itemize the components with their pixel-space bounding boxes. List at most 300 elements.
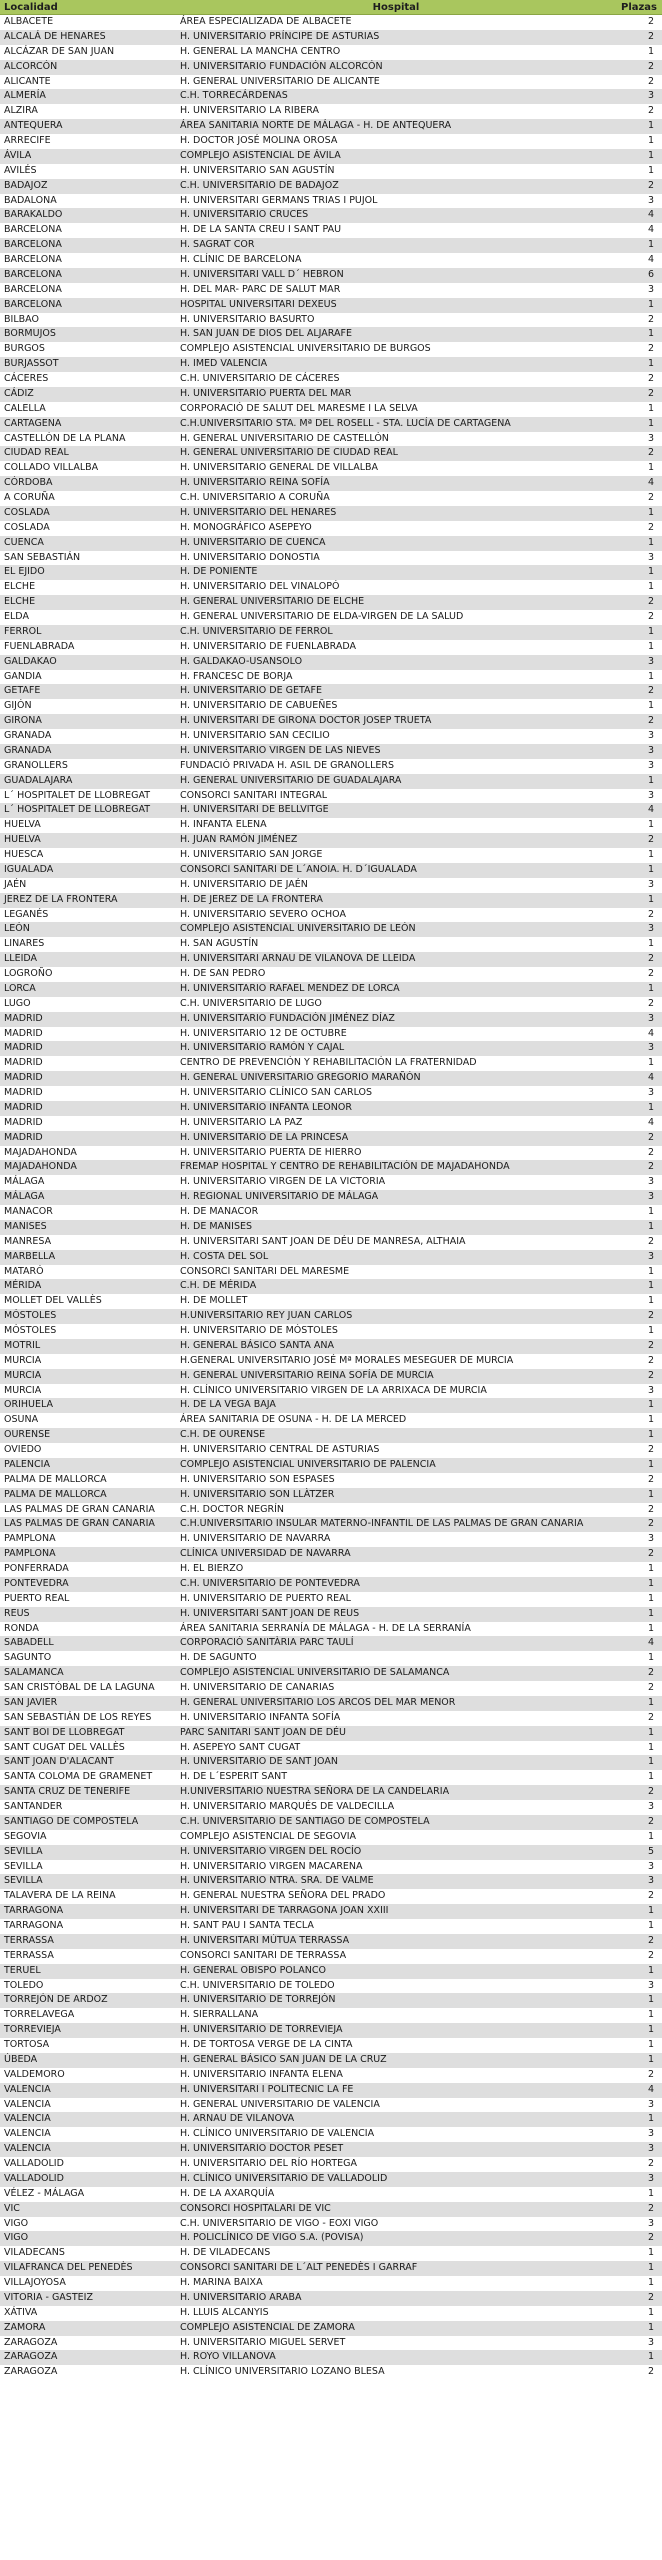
table-row <box>0 2127 662 2142</box>
cell-localidad: MADRID <box>0 1086 176 1101</box>
cell-plazas: 2 <box>616 1517 662 1532</box>
cell-plazas: 4 <box>616 208 662 223</box>
cell-localidad: BADALONA <box>0 194 176 209</box>
cell-localidad: LUGO <box>0 997 176 1012</box>
cell-localidad: OURENSE <box>0 1428 176 1443</box>
cell-hospital: H. UNIVERSITARIO FUNDACIÓN ALCORCÓN <box>176 60 616 75</box>
table-row <box>0 1473 662 1488</box>
cell-hospital: H. DE VILADECANS <box>176 2246 616 2261</box>
table-row <box>0 2008 662 2023</box>
cell-hospital: H. DE PONIENTE <box>176 565 616 580</box>
cell-localidad: ALCORCÓN <box>0 60 176 75</box>
cell-localidad: TARRAGONA <box>0 1904 176 1919</box>
cell-localidad: SANTA CRUZ DE TENERIFE <box>0 1785 176 1800</box>
cell-plazas: 3 <box>616 1012 662 1027</box>
cell-hospital: H. DE LA VEGA BAJA <box>176 1398 616 1413</box>
cell-plazas: 1 <box>616 1398 662 1413</box>
cell-localidad: ALICANTE <box>0 75 176 90</box>
cell-localidad: MURCIA <box>0 1354 176 1369</box>
cell-localidad: BARCELONA <box>0 298 176 313</box>
cell-localidad: VIGO <box>0 2231 176 2246</box>
cell-plazas: 2 <box>616 179 662 194</box>
cell-plazas: 2 <box>616 1309 662 1324</box>
table-row <box>0 684 662 699</box>
cell-plazas: 1 <box>616 1770 662 1785</box>
cell-localidad: BURGOS <box>0 342 176 357</box>
cell-localidad: LEGANÉS <box>0 908 176 923</box>
cell-hospital: H. MARINA BAIXA <box>176 2276 616 2291</box>
cell-plazas: 1 <box>616 2261 662 2276</box>
table-row <box>0 45 662 60</box>
cell-plazas: 2 <box>616 1339 662 1354</box>
cell-plazas: 4 <box>616 1027 662 1042</box>
cell-localidad: PAMPLONA <box>0 1547 176 1562</box>
cell-plazas: 1 <box>616 565 662 580</box>
cell-hospital: H. UNIVERSITARIO DONOSTIA <box>176 551 616 566</box>
cell-localidad: VILLAJOYOSA <box>0 2276 176 2291</box>
table-row <box>0 119 662 134</box>
table-row <box>0 1532 662 1547</box>
cell-localidad: CUENCA <box>0 536 176 551</box>
table-row <box>0 1056 662 1071</box>
cell-localidad: JAÉN <box>0 878 176 893</box>
cell-localidad: VALENCIA <box>0 2112 176 2127</box>
cell-plazas: 3 <box>616 1874 662 1889</box>
cell-plazas: 1 <box>616 2053 662 2068</box>
cell-hospital: H. DE SAN PEDRO <box>176 967 616 982</box>
cell-hospital: H.UNIVERSITARIO REY JUAN CARLOS <box>176 1309 616 1324</box>
cell-plazas: 1 <box>616 2306 662 2321</box>
cell-localidad: IGUALADA <box>0 863 176 878</box>
cell-localidad: BARAKALDO <box>0 208 176 223</box>
table-row <box>0 1354 662 1369</box>
cell-plazas: 3 <box>616 744 662 759</box>
cell-plazas: 1 <box>616 1324 662 1339</box>
cell-plazas: 1 <box>616 238 662 253</box>
cell-plazas: 1 <box>616 863 662 878</box>
cell-localidad: GRANADA <box>0 729 176 744</box>
cell-localidad: GANDIA <box>0 670 176 685</box>
cell-plazas: 2 <box>616 1369 662 1384</box>
cell-hospital: H. GENERAL OBISPO POLANCO <box>176 1964 616 1979</box>
cell-hospital: H. COSTA DEL SOL <box>176 1250 616 1265</box>
cell-localidad: MÉRIDA <box>0 1279 176 1294</box>
cell-hospital: H. UNIVERSITARIO CLÍNICO SAN CARLOS <box>176 1086 616 1101</box>
cell-hospital: C.H. UNIVERSITARIO DE BADAJOZ <box>176 179 616 194</box>
cell-plazas: 1 <box>616 1741 662 1756</box>
cell-localidad: SAN CRISTÓBAL DE LA LAGUNA <box>0 1681 176 1696</box>
table-row <box>0 1770 662 1785</box>
table-row <box>0 1309 662 1324</box>
cell-hospital: C.H. UNIVERSITARIO DE VIGO - EOXI VIGO <box>176 2217 616 2232</box>
table-row <box>0 2306 662 2321</box>
table-header <box>0 0 662 15</box>
cell-hospital: CORPORACIÓ DE SALUT DEL MARESME I LA SELVA <box>176 402 616 417</box>
cell-hospital: H. IMED VALENCIA <box>176 357 616 372</box>
cell-plazas: 1 <box>616 580 662 595</box>
table-row <box>0 60 662 75</box>
cell-hospital: H. MONOGRÁFICO ASEPEYO <box>176 521 616 536</box>
cell-hospital: FREMAP HOSPITAL Y CENTRO DE REHABILITACIÓN DE MAJADAHONDA <box>176 1160 616 1175</box>
cell-localidad: TERRASSA <box>0 1949 176 1964</box>
table-row <box>0 506 662 521</box>
table-row <box>0 774 662 789</box>
column-header-localidad: Localidad <box>0 0 176 15</box>
cell-hospital: H. GENERAL UNIVERSITARIO LOS ARCOS DEL MAR MENOR <box>176 1696 616 1711</box>
table-row <box>0 253 662 268</box>
cell-plazas: 1 <box>616 417 662 432</box>
cell-hospital: COMPLEJO ASISTENCIAL DE ÁVILA <box>176 149 616 164</box>
cell-hospital: H. FRANCESC DE BORJA <box>176 670 616 685</box>
cell-plazas: 2 <box>616 342 662 357</box>
table-row <box>0 15 662 30</box>
cell-plazas: 3 <box>616 1979 662 1994</box>
cell-plazas: 1 <box>616 982 662 997</box>
cell-plazas: 4 <box>616 1116 662 1131</box>
table-row <box>0 2172 662 2187</box>
cell-localidad: SANT JOAN D'ALACANT <box>0 1755 176 1770</box>
cell-plazas: 1 <box>616 2276 662 2291</box>
cell-hospital: H. GENERAL UNIVERSITARIO GREGORIO MARAÑÓN <box>176 1071 616 1086</box>
cell-hospital: C.H. UNIVERSITARIO DE LUGO <box>176 997 616 1012</box>
cell-plazas: 2 <box>616 2365 662 2380</box>
cell-hospital: CONSORCI SANITARI INTEGRAL <box>176 789 616 804</box>
cell-localidad: SAN SEBASTIÁN <box>0 551 176 566</box>
cell-localidad: BARCELONA <box>0 223 176 238</box>
cell-localidad: MANISES <box>0 1220 176 1235</box>
cell-localidad: TORRELAVEGA <box>0 2008 176 2023</box>
cell-plazas: 2 <box>616 610 662 625</box>
table-row <box>0 2038 662 2053</box>
table-row <box>0 164 662 179</box>
table-row <box>0 729 662 744</box>
cell-hospital: H. SAGRAT COR <box>176 238 616 253</box>
table-row <box>0 1369 662 1384</box>
cell-localidad: BARCELONA <box>0 238 176 253</box>
table-row <box>0 2098 662 2113</box>
cell-localidad: GALDAKAO <box>0 655 176 670</box>
cell-plazas: 2 <box>616 714 662 729</box>
cell-plazas: 2 <box>616 521 662 536</box>
table-row <box>0 580 662 595</box>
table-row <box>0 2217 662 2232</box>
table-row <box>0 1815 662 1830</box>
cell-localidad: MAJADAHONDA <box>0 1160 176 1175</box>
table-row <box>0 2350 662 2365</box>
cell-plazas: 1 <box>616 1265 662 1280</box>
cell-hospital: H. UNIVERSITARIO DE CABUEÑES <box>176 699 616 714</box>
cell-hospital: H. GENERAL UNIVERSITARIO DE ALICANTE <box>176 75 616 90</box>
table-row <box>0 1235 662 1250</box>
table-row <box>0 2142 662 2157</box>
cell-plazas: 3 <box>616 1860 662 1875</box>
cell-hospital: H. EL BIERZO <box>176 1562 616 1577</box>
cell-plazas: 2 <box>616 952 662 967</box>
cell-localidad: MÓSTOLES <box>0 1309 176 1324</box>
cell-localidad: CALELLA <box>0 402 176 417</box>
cell-localidad: TALAVERA DE LA REINA <box>0 1889 176 1904</box>
cell-localidad: PALMA DE MALLORCA <box>0 1488 176 1503</box>
cell-plazas: 2 <box>616 372 662 387</box>
cell-localidad: GUADALAJARA <box>0 774 176 789</box>
table-row <box>0 1265 662 1280</box>
table-row <box>0 1800 662 1815</box>
cell-localidad: EL EJIDO <box>0 565 176 580</box>
cell-localidad: MAJADAHONDA <box>0 1146 176 1161</box>
cell-localidad: VALENCIA <box>0 2127 176 2142</box>
cell-hospital: H. UNIVERSITARI DE TARRAGONA JOAN XXIII <box>176 1904 616 1919</box>
cell-hospital: H. UNIVERSITARIO RAFAEL MENDEZ DE LORCA <box>176 982 616 997</box>
cell-hospital: C.H.UNIVERSITARIO INSULAR MATERNO-INFANTIL DE LAS PALMAS DE GRAN CANARIA <box>176 1517 616 1532</box>
cell-plazas: 2 <box>616 2202 662 2217</box>
cell-localidad: MURCIA <box>0 1369 176 1384</box>
cell-plazas: 1 <box>616 1101 662 1116</box>
cell-hospital: H. UNIVERSITARIO NTRA. SRA. DE VALME <box>176 1874 616 1889</box>
cell-plazas: 3 <box>616 1800 662 1815</box>
cell-plazas: 2 <box>616 1503 662 1518</box>
cell-plazas: 1 <box>616 327 662 342</box>
table-row <box>0 1458 662 1473</box>
cell-localidad: BILBAO <box>0 313 176 328</box>
cell-localidad: LLEIDA <box>0 952 176 967</box>
table-row <box>0 2261 662 2276</box>
cell-localidad: COSLADA <box>0 506 176 521</box>
cell-hospital: H. UNIVERSITARIO VIRGEN DE LAS NIEVES <box>176 744 616 759</box>
cell-plazas: 3 <box>616 2127 662 2142</box>
cell-hospital: C.H. UNIVERSITARIO A CORUÑA <box>176 491 616 506</box>
cell-plazas: 1 <box>616 774 662 789</box>
cell-localidad: HUELVA <box>0 833 176 848</box>
cell-localidad: TORREVIEJA <box>0 2023 176 2038</box>
cell-plazas: 1 <box>616 670 662 685</box>
table-row <box>0 402 662 417</box>
cell-plazas: 2 <box>616 1443 662 1458</box>
table-row <box>0 1443 662 1458</box>
cell-localidad: TORTOSA <box>0 2038 176 2053</box>
table-row <box>0 2246 662 2261</box>
table-row <box>0 2023 662 2038</box>
cell-plazas: 1 <box>616 119 662 134</box>
cell-hospital: H. UNIVERSITARIO DEL RÍO HORTEGA <box>176 2157 616 2172</box>
table-row <box>0 1428 662 1443</box>
cell-hospital: COMPLEJO ASISTENCIAL UNIVERSITARIO DE SALAMANCA <box>176 1666 616 1681</box>
cell-localidad: SANT CUGAT DEL VALLÈS <box>0 1741 176 1756</box>
table-row <box>0 1517 662 1532</box>
cell-plazas: 1 <box>616 2321 662 2336</box>
cell-plazas: 1 <box>616 2246 662 2261</box>
cell-localidad: VALENCIA <box>0 2098 176 2113</box>
cell-plazas: 1 <box>616 1205 662 1220</box>
table-row <box>0 1294 662 1309</box>
table-row <box>0 521 662 536</box>
cell-hospital: H. UNIVERSITARIO SEVERO OCHOA <box>176 908 616 923</box>
table-row <box>0 952 662 967</box>
cell-plazas: 2 <box>616 1666 662 1681</box>
cell-plazas: 1 <box>616 1413 662 1428</box>
table-row <box>0 2276 662 2291</box>
table-row <box>0 982 662 997</box>
cell-hospital: H. SIERRALLANA <box>176 2008 616 2023</box>
cell-plazas: 1 <box>616 1830 662 1845</box>
table-row <box>0 1889 662 1904</box>
cell-hospital: C.H. UNIVERSITARIO DE SANTIAGO DE COMPOSTELA <box>176 1815 616 1830</box>
cell-localidad: ELCHE <box>0 580 176 595</box>
cell-hospital: CORPORACIÓ SANITÀRIA PARC TAULÍ <box>176 1636 616 1651</box>
cell-plazas: 2 <box>616 2291 662 2306</box>
table-row <box>0 1339 662 1354</box>
cell-hospital: H. SAN AGUSTÍN <box>176 937 616 952</box>
table-row <box>0 313 662 328</box>
cell-hospital: H. DOCTOR JOSÉ MOLINA OROSA <box>176 134 616 149</box>
cell-localidad: CÁDIZ <box>0 387 176 402</box>
cell-localidad: SAGUNTO <box>0 1651 176 1666</box>
cell-localidad: CARTAGENA <box>0 417 176 432</box>
cell-hospital: H. UNIVERSITARIO VIRGEN MACARENA <box>176 1860 616 1875</box>
cell-hospital: H. ARNAU DE VILANOVA <box>176 2112 616 2127</box>
cell-localidad: ÚBEDA <box>0 2053 176 2068</box>
cell-localidad: TORREJÓN DE ARDOZ <box>0 1993 176 2008</box>
cell-plazas: 3 <box>616 432 662 447</box>
table-row <box>0 565 662 580</box>
cell-hospital: H. GENERAL UNIVERSITARIO REINA SOFÍA DE MURCIA <box>176 1369 616 1384</box>
table-row <box>0 803 662 818</box>
table-row <box>0 1547 662 1562</box>
cell-hospital: H. UNIVERSITARIO MARQUÉS DE VALDECILLA <box>176 1800 616 1815</box>
cell-plazas: 3 <box>616 1384 662 1399</box>
cell-hospital: H. CLÍNICO UNIVERSITARIO VIRGEN DE LA ARRIXACA DE MURCIA <box>176 1384 616 1399</box>
table-row <box>0 283 662 298</box>
cell-localidad: MANRESA <box>0 1235 176 1250</box>
cell-plazas: 1 <box>616 2038 662 2053</box>
table-row <box>0 1860 662 1875</box>
cell-plazas: 2 <box>616 15 662 30</box>
cell-hospital: H. GENERAL UNIVERSITARIO DE GUADALAJARA <box>176 774 616 789</box>
cell-hospital: H. UNIVERSITARIO PUERTA DE HIERRO <box>176 1146 616 1161</box>
cell-plazas: 2 <box>616 1785 662 1800</box>
cell-hospital: H. UNIVERSITARIO DE PUERTO REAL <box>176 1592 616 1607</box>
table-row <box>0 595 662 610</box>
table-row <box>0 759 662 774</box>
cell-hospital: H. UNIVERSITARI ARNAU DE VILANOVA DE LLEIDA <box>176 952 616 967</box>
cell-plazas: 2 <box>616 2157 662 2172</box>
cell-hospital: FUNDACIÓ PRIVADA H. ASIL DE GRANOLLERS <box>176 759 616 774</box>
cell-plazas: 3 <box>616 759 662 774</box>
cell-hospital: H. UNIVERSITARI MÚTUA TERRASSA <box>176 1934 616 1949</box>
cell-plazas: 1 <box>616 1607 662 1622</box>
cell-hospital: H. UNIVERSITARIO DE TORREVIEJA <box>176 2023 616 2038</box>
cell-localidad: OSUNA <box>0 1413 176 1428</box>
table-row <box>0 1488 662 1503</box>
cell-localidad: GRANADA <box>0 744 176 759</box>
cell-hospital: H. CLÍNICO UNIVERSITARIO DE VALLADOLID <box>176 2172 616 2187</box>
cell-localidad: GIRONA <box>0 714 176 729</box>
cell-plazas: 2 <box>616 491 662 506</box>
cell-plazas: 1 <box>616 164 662 179</box>
table-row <box>0 1904 662 1919</box>
table-row <box>0 551 662 566</box>
cell-hospital: H. UNIVERSITARIO SAN JORGE <box>176 848 616 863</box>
table-row <box>0 1874 662 1889</box>
table-row <box>0 1131 662 1146</box>
cell-hospital: H. UNIVERSITARIO INFANTA SOFÍA <box>176 1711 616 1726</box>
table-row <box>0 1384 662 1399</box>
cell-plazas: 3 <box>616 878 662 893</box>
cell-hospital: COMPLEJO ASISTENCIAL UNIVERSITARIO DE BURGOS <box>176 342 616 357</box>
table-row <box>0 1027 662 1042</box>
cell-plazas: 1 <box>616 1294 662 1309</box>
table-row <box>0 2231 662 2246</box>
cell-plazas: 3 <box>616 1041 662 1056</box>
cell-localidad: A CORUÑA <box>0 491 176 506</box>
table-row <box>0 2112 662 2127</box>
table-row <box>0 2365 662 2380</box>
cell-hospital: H. GENERAL UNIVERSITARIO DE VALENCIA <box>176 2098 616 2113</box>
cell-localidad: ANTEQUERA <box>0 119 176 134</box>
table-row <box>0 357 662 372</box>
cell-hospital: H. UNIVERSITARIO ARABA <box>176 2291 616 2306</box>
cell-localidad: ALZIRA <box>0 104 176 119</box>
cell-hospital: H. INFANTA ELENA <box>176 818 616 833</box>
cell-plazas: 2 <box>616 967 662 982</box>
cell-hospital: HOSPITAL UNIVERSITARI DEXEUS <box>176 298 616 313</box>
cell-plazas: 3 <box>616 2336 662 2351</box>
cell-plazas: 3 <box>616 89 662 104</box>
cell-plazas: 1 <box>616 298 662 313</box>
table-row <box>0 2291 662 2306</box>
cell-hospital: H. GENERAL UNIVERSITARIO DE CIUDAD REAL <box>176 446 616 461</box>
cell-localidad: VALDEMORO <box>0 2068 176 2083</box>
cell-hospital: H. DE L´ESPERIT SANT <box>176 1770 616 1785</box>
cell-hospital: H. REGIONAL UNIVERSITARIO DE MÁLAGA <box>176 1190 616 1205</box>
table-row <box>0 670 662 685</box>
table-row <box>0 878 662 893</box>
table-row <box>0 1651 662 1666</box>
table-row <box>0 699 662 714</box>
cell-hospital: C.H. DOCTOR NEGRÍN <box>176 1503 616 1518</box>
cell-plazas: 2 <box>616 387 662 402</box>
table-row <box>0 1845 662 1860</box>
cell-hospital: H. GALDAKAO-USANSOLO <box>176 655 616 670</box>
cell-hospital: H. DE MANACOR <box>176 1205 616 1220</box>
cell-plazas: 1 <box>616 1562 662 1577</box>
cell-localidad: LAS PALMAS DE GRAN CANARIA <box>0 1517 176 1532</box>
table-row <box>0 1741 662 1756</box>
table-row <box>0 655 662 670</box>
cell-localidad: MOTRIL <box>0 1339 176 1354</box>
cell-hospital: H. UNIVERSITARIO DOCTOR PESET <box>176 2142 616 2157</box>
cell-localidad: MATARÓ <box>0 1265 176 1280</box>
cell-hospital: ÁREA SANITARIA SERRANÍA DE MÁLAGA - H. DE LA SERRANÍA <box>176 1622 616 1637</box>
column-header-plazas: Plazas <box>616 0 662 15</box>
cell-plazas: 2 <box>616 1681 662 1696</box>
cell-plazas: 6 <box>616 268 662 283</box>
cell-localidad: HUESCA <box>0 848 176 863</box>
cell-hospital: COMPLEJO ASISTENCIAL UNIVERSITARIO DE PALENCIA <box>176 1458 616 1473</box>
column-header-hospital: Hospital <box>176 0 616 15</box>
cell-localidad: SEVILLA <box>0 1845 176 1860</box>
table-row <box>0 922 662 937</box>
cell-hospital: H. UNIVERSITARIO DE FUENLABRADA <box>176 640 616 655</box>
table-row <box>0 640 662 655</box>
cell-hospital: H. POLICLÍNICO DE VIGO S.A. (POVISA) <box>176 2231 616 2246</box>
cell-localidad: L´ HOSPITALET DE LLOBREGAT <box>0 803 176 818</box>
table-row <box>0 446 662 461</box>
cell-plazas: 3 <box>616 2217 662 2232</box>
table-row <box>0 848 662 863</box>
cell-localidad: ALBACETE <box>0 15 176 30</box>
cell-plazas: 1 <box>616 893 662 908</box>
table-row <box>0 2321 662 2336</box>
